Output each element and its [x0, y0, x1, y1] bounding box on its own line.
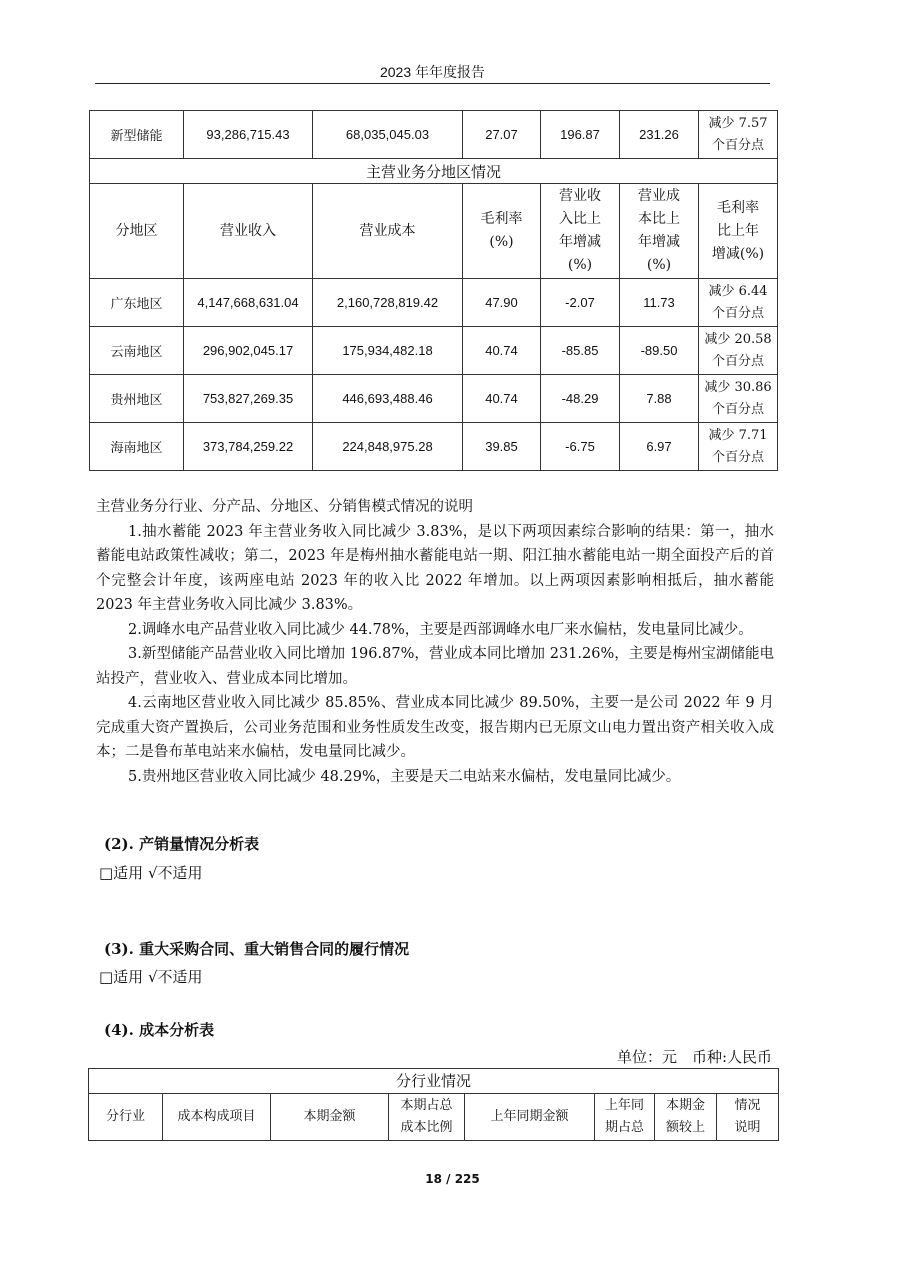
cost-cell: 224,848,975.28	[313, 423, 463, 471]
margin-change-line: 个百分点	[711, 137, 764, 153]
explanation-item: 2.调峰水电产品营业收入同比减少 44.78%，主要是西部调峰水电厂来水偏枯，发电量同比减少。	[128, 621, 753, 638]
cost-change-cell: 231.26	[620, 111, 699, 159]
table-header-row	[90, 184, 778, 279]
revenue-cell: 373,784,259.22	[184, 423, 313, 471]
margin-change-line: 个百分点	[711, 353, 764, 369]
header-margin-change	[699, 184, 778, 279]
region-name: 贵州地区	[90, 375, 184, 423]
header-line: (%)	[646, 257, 672, 273]
explanation-block	[96, 495, 774, 789]
header-line: 本比上	[638, 211, 680, 227]
header-line: 期占总	[604, 1120, 644, 1135]
margin-change-line: 个百分点	[711, 305, 764, 321]
header-line: 毛利率	[717, 199, 759, 216]
table-header-row	[89, 1094, 779, 1141]
revenue-change-cell: 196.87	[541, 111, 620, 159]
cost-cell: 2,160,728,819.42	[313, 279, 463, 327]
revenue-change-cell: -2.07	[541, 279, 620, 327]
header-line: 额较上	[665, 1120, 705, 1135]
explanation-item: 1.抽水蓄能 2023 年主营业务收入同比减少 3.83%，是以下两项因素综合影响的结果：第一，抽水蓄能电站政策性减收；第二，2023 年是梅州抽水蓄能电站一期、阳江抽水蓄能电站一期全面投产后的首个完整会计年度，该两座电站 2023 年的收入比 2022 年增加。以上两项因素影响相抵后，抽水蓄能 2023 年主营业务收入同比减少 3.83%。	[96, 523, 774, 613]
cost-cell: 175,934,482.18	[313, 327, 463, 375]
header-line: 入比上	[559, 211, 601, 227]
region-name: 云南地区	[90, 327, 184, 375]
cost-change-cell: 7.88	[620, 375, 699, 423]
table-row-new-storage	[90, 111, 778, 159]
table-row	[90, 423, 778, 471]
header-line: 本期金	[665, 1098, 705, 1113]
header-note	[717, 1094, 779, 1141]
header-line: 本期占总	[400, 1098, 453, 1113]
header-cost-change	[620, 184, 699, 279]
margin-change-cell	[699, 111, 778, 159]
cost-change-cell: 11.73	[620, 279, 699, 327]
header-line: 说明	[734, 1120, 761, 1135]
header-revenue: 营业收入	[184, 184, 313, 279]
table-section-row	[89, 1069, 779, 1094]
header-line: 年增减	[638, 234, 680, 250]
margin-change-line: 减少 20.58	[704, 331, 772, 347]
revenue-cell: 4,147,668,631.04	[184, 279, 313, 327]
header-line: (%)	[489, 234, 514, 250]
header-current-ratio	[389, 1094, 465, 1141]
page-number: 18 / 225	[425, 1172, 480, 1186]
applicability-checkbox: □适用 √不适用	[99, 968, 203, 986]
header-line: 年增减	[559, 234, 601, 250]
header-current-amount: 本期金额	[271, 1094, 389, 1141]
unit-currency-note: 单位：元 币种:人民币	[616, 1048, 772, 1066]
header-prior-amount: 上年同期金额	[465, 1094, 595, 1141]
cost-cell: 68,035,045.03	[313, 111, 463, 159]
cost-table-title: 分行业情况	[89, 1069, 779, 1094]
header-revenue-change	[541, 184, 620, 279]
table-row	[90, 327, 778, 375]
revenue-change-cell: -48.29	[541, 375, 620, 423]
margin-cell: 40.74	[463, 375, 541, 423]
explanation-item: 4.云南地区营业收入同比减少 85.85%、营业成本同比减少 89.50%，主要一是公司 2022 年 9 月完成重大资产置换后，公司业务范围和业务性质发生改变，报告期内已无原文山电力置出资产相关收入成本；二是鲁布革电站来水偏枯，发电量同比减少。	[96, 695, 774, 760]
header-industry: 分行业	[89, 1094, 163, 1141]
header-divider	[95, 83, 770, 84]
cost-change-cell: 6.97	[620, 423, 699, 471]
margin-cell: 47.90	[463, 279, 541, 327]
revenue-change-cell: -85.85	[541, 327, 620, 375]
regional-revenue-table	[89, 110, 778, 471]
header-cost: 营业成本	[313, 184, 463, 279]
table-section-row	[90, 159, 778, 184]
applicability-checkbox: □适用 √不适用	[99, 864, 203, 882]
header-region: 分地区	[90, 184, 184, 279]
margin-change-line: 减少 6.44	[708, 283, 768, 299]
table-row	[90, 279, 778, 327]
revenue-change-cell: -6.75	[541, 423, 620, 471]
margin-change-line: 减少 30.86	[704, 379, 772, 395]
header-amount-change	[655, 1094, 717, 1141]
header-line: 营业收	[559, 188, 601, 204]
margin-change-line: 个百分点	[711, 449, 764, 465]
header-prior-ratio	[595, 1094, 655, 1141]
explanation-title: 主营业务分行业、分产品、分地区、分销售模式情况的说明	[96, 499, 473, 515]
margin-change-line: 个百分点	[711, 401, 764, 417]
header-margin	[463, 184, 541, 279]
margin-change-cell	[699, 375, 778, 423]
margin-cell: 27.07	[463, 111, 541, 159]
header-line: (%)	[567, 257, 593, 273]
revenue-cell: 93,286,715.43	[184, 111, 313, 159]
section-heading-cost: (4). 成本分析表	[104, 1021, 215, 1039]
margin-change-cell	[699, 279, 778, 327]
header-line: 营业成	[638, 188, 680, 204]
cost-change-cell: -89.50	[620, 327, 699, 375]
region-name: 广东地区	[90, 279, 184, 327]
header-composition: 成本构成项目	[163, 1094, 271, 1141]
margin-change-line: 减少 7.71	[708, 427, 768, 443]
explanation-item: 5.贵州地区营业收入同比减少 48.29%，主要是天二电站来水偏枯，发电量同比减少。	[128, 768, 681, 785]
header-line: 毛利率	[480, 211, 523, 227]
table-row	[90, 375, 778, 423]
revenue-cell: 296,902,045.17	[184, 327, 313, 375]
region-name: 海南地区	[90, 423, 184, 471]
revenue-cell: 753,827,269.35	[184, 375, 313, 423]
cost-cell: 446,693,488.46	[313, 375, 463, 423]
header-line: 比上年	[717, 222, 759, 239]
margin-change-line: 减少 7.57	[708, 115, 768, 131]
margin-cell: 40.74	[463, 327, 541, 375]
header-line: 情况	[734, 1098, 761, 1113]
section-heading-production: (2). 产销量情况分析表	[104, 835, 260, 853]
explanation-item: 3.新型储能产品营业收入同比增加 196.87%，营业成本同比增加 231.26%，主要是梅州宝湖储能电站投产，营业收入、营业成本同比增加。	[96, 646, 774, 687]
section-heading-contracts: (3). 重大采购合同、重大销售合同的履行情况	[104, 940, 410, 958]
row-name: 新型储能	[90, 111, 184, 159]
margin-change-cell	[699, 327, 778, 375]
header-line: 上年同	[604, 1098, 644, 1113]
section-title: 主营业务分地区情况	[90, 159, 778, 184]
cost-analysis-table	[88, 1068, 779, 1141]
header-line: 成本比例	[400, 1120, 453, 1135]
page-header-title: 2023 年年度报告	[379, 64, 486, 80]
margin-cell: 39.85	[463, 423, 541, 471]
header-line: 增减(%)	[711, 245, 765, 262]
margin-change-cell	[699, 423, 778, 471]
